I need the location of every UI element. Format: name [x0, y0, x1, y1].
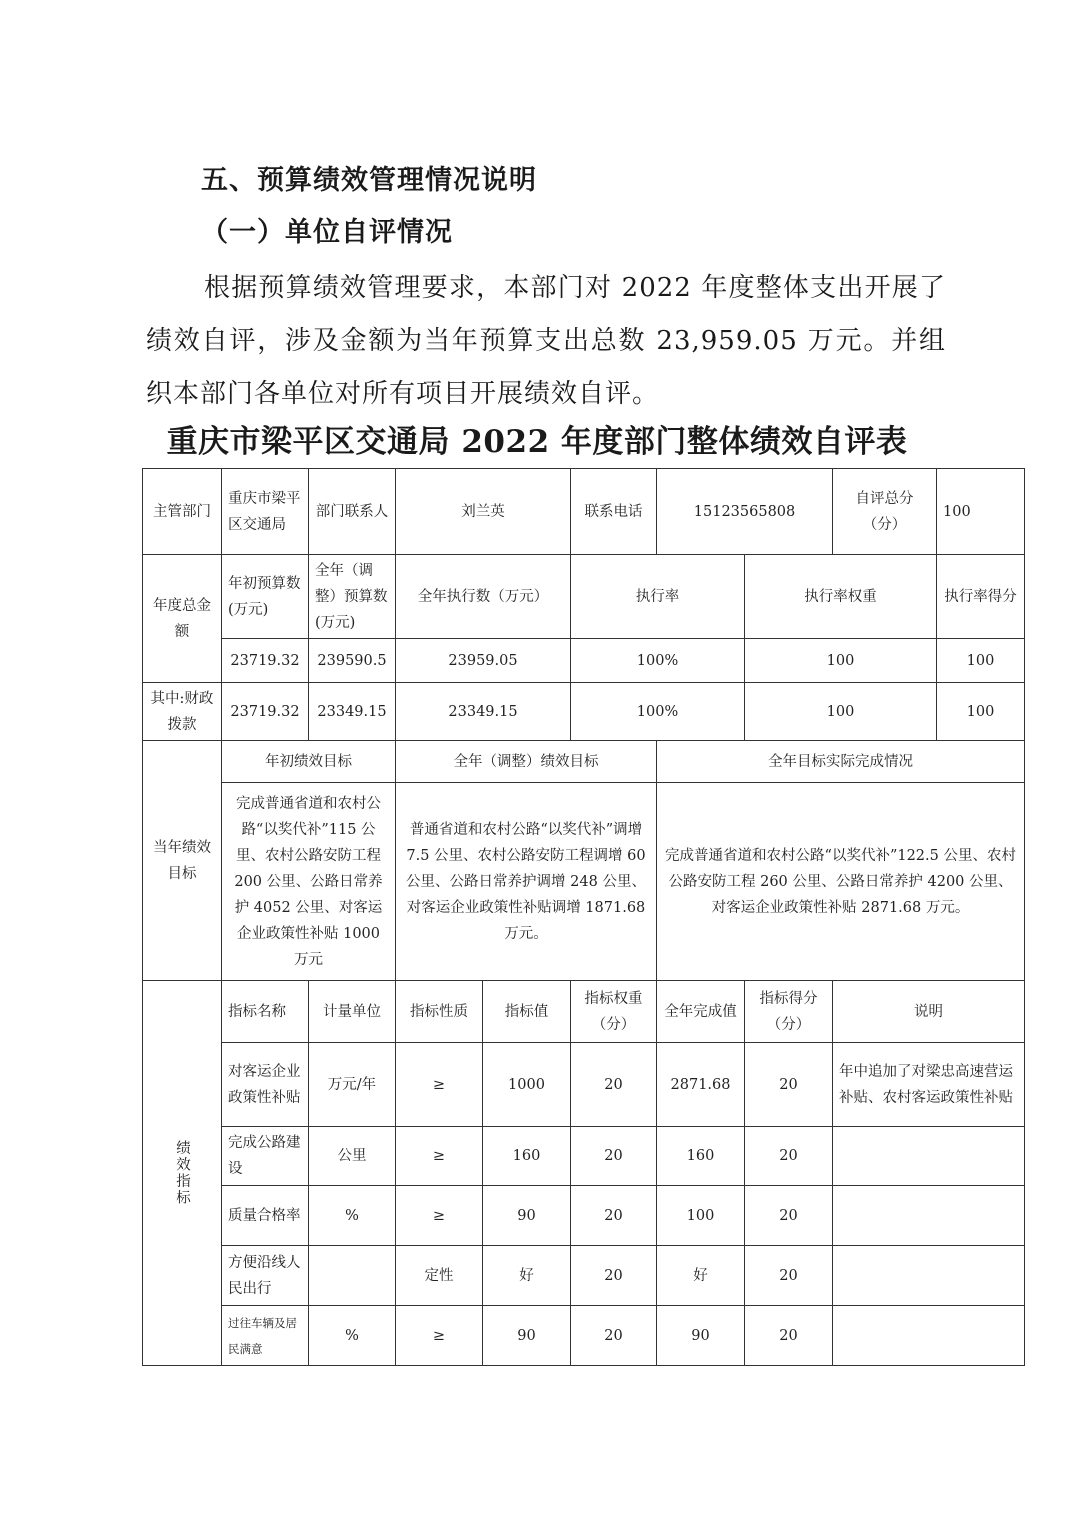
adjusted-goal-text: 普通省道和农村公路“以奖代补”调增 7.5 公里、农村公路安防工程调增 60 公里、公路日常养护调增 248 公里、对客运企业政策性补贴调增 1871.68 万元。	[396, 783, 657, 981]
ind-value: 90	[483, 1186, 571, 1246]
ind-weight: 20	[571, 1246, 657, 1306]
ind-header: 指标值	[483, 981, 571, 1043]
ind-value: 90	[483, 1306, 571, 1366]
ind-nature: ≥	[396, 1127, 483, 1186]
ind-value: 160	[483, 1127, 571, 1186]
ind-actual: 2871.68	[657, 1043, 745, 1127]
goals-row-label: 当年绩效目标	[143, 741, 222, 981]
ind-score: 20	[745, 1127, 833, 1186]
ind-weight: 20	[571, 1306, 657, 1366]
cell: 239590.5	[309, 639, 396, 683]
table-row	[143, 741, 1025, 783]
col-adjusted-budget: 全年（调整）预算数(万元)	[309, 555, 396, 639]
cell: 100%	[571, 683, 745, 741]
col-adjusted-goal: 全年（调整）绩效目标	[396, 741, 657, 783]
ind-score: 20	[745, 1186, 833, 1246]
cell: 23349.15	[396, 683, 571, 741]
table-row	[143, 1127, 1025, 1186]
cell: 23719.32	[222, 683, 309, 741]
phone-label: 联系电话	[571, 469, 657, 555]
table-row	[143, 683, 1025, 741]
ind-name: 过往车辆及居民满意	[222, 1306, 309, 1366]
ind-unit	[309, 1246, 396, 1306]
cell: 100	[937, 683, 1025, 741]
initial-goal-text: 完成普通省道和农村公路“以奖代补”115 公里、农村公路安防工程 200 公里、公路日常养护 4052 公里、对客运企业政策性补贴 1000 万元	[222, 783, 396, 981]
ind-actual: 100	[657, 1186, 745, 1246]
ind-weight: 20	[571, 1186, 657, 1246]
table-row	[143, 639, 1025, 683]
table-row	[143, 555, 1025, 639]
ind-header: 全年完成值	[657, 981, 745, 1043]
col-executed: 全年执行数（万元）	[396, 555, 571, 639]
cell: 23959.05	[396, 639, 571, 683]
contact-label: 部门联系人	[309, 469, 396, 555]
ind-name: 对客运企业政策性补贴	[222, 1043, 309, 1127]
contact-value: 刘兰英	[396, 469, 571, 555]
cell: 100	[745, 683, 937, 741]
score-value: 100	[937, 469, 1025, 555]
fiscal-label: 其中:财政拨款	[143, 683, 222, 741]
cell: 100	[937, 639, 1025, 683]
col-initial-budget: 年初预算数(万元)	[222, 555, 309, 639]
col-score: 执行率得分	[937, 555, 1025, 639]
ind-nature: ≥	[396, 1306, 483, 1366]
table-row	[143, 981, 1025, 1043]
performance-table	[142, 468, 1025, 1366]
table-row	[143, 1246, 1025, 1306]
ind-actual: 好	[657, 1246, 745, 1306]
ind-unit: %	[309, 1306, 396, 1366]
cell: 23349.15	[309, 683, 396, 741]
cell: 100%	[571, 639, 745, 683]
ind-note	[833, 1186, 1025, 1246]
ind-note	[833, 1127, 1025, 1186]
ind-unit: %	[309, 1186, 396, 1246]
table-row	[143, 1186, 1025, 1246]
dept-value: 重庆市梁平区交通局	[222, 469, 309, 555]
ind-header: 指标名称	[222, 981, 309, 1043]
phone-value: 15123565808	[657, 469, 833, 555]
indicators-row-label: 绩效指标	[143, 981, 222, 1366]
ind-nature: 定性	[396, 1246, 483, 1306]
ind-name: 完成公路建设	[222, 1127, 309, 1186]
ind-value: 1000	[483, 1043, 571, 1127]
col-actual-goal: 全年目标实际完成情况	[657, 741, 1025, 783]
ind-name: 方便沿线人民出行	[222, 1246, 309, 1306]
ind-unit: 万元/年	[309, 1043, 396, 1127]
ind-note	[833, 1246, 1025, 1306]
table-row	[143, 783, 1025, 981]
table-row	[143, 469, 1025, 555]
table-row	[143, 1043, 1025, 1127]
cell: 23719.32	[222, 639, 309, 683]
ind-nature: ≥	[396, 1186, 483, 1246]
col-weight: 执行率权重	[745, 555, 937, 639]
ind-name: 质量合格率	[222, 1186, 309, 1246]
ind-note: 年中追加了对梁忠高速营运补贴、农村客运政策性补贴	[833, 1043, 1025, 1127]
ind-score: 20	[745, 1246, 833, 1306]
table-row	[143, 1306, 1025, 1366]
budget-row-label: 年度总金额	[143, 555, 222, 683]
ind-actual: 160	[657, 1127, 745, 1186]
ind-weight: 20	[571, 1043, 657, 1127]
ind-header: 指标权重（分）	[571, 981, 657, 1043]
table-title: 重庆市梁平区交通局 2022 年度部门整体绩效自评表	[166, 424, 908, 460]
score-label: 自评总分（分）	[833, 469, 937, 555]
sub-heading: （一）单位自评情况	[201, 217, 453, 248]
ind-unit: 公里	[309, 1127, 396, 1186]
intro-paragraph: 根据预算绩效管理要求，本部门对 2022 年度整体支出开展了绩效自评，涉及金额为当年预算支出总数 23,959.05 万元。并组织本部门各单位对所有项目开展绩效自评。	[146, 273, 946, 409]
cell: 100	[745, 639, 937, 683]
ind-header: 说明	[833, 981, 1025, 1043]
section-heading: 五、预算绩效管理情况说明	[201, 165, 537, 196]
ind-nature: ≥	[396, 1043, 483, 1127]
ind-weight: 20	[571, 1127, 657, 1186]
ind-note	[833, 1306, 1025, 1366]
ind-header: 计量单位	[309, 981, 396, 1043]
ind-header: 指标得分（分）	[745, 981, 833, 1043]
ind-actual: 90	[657, 1306, 745, 1366]
ind-value: 好	[483, 1246, 571, 1306]
col-initial-goal: 年初绩效目标	[222, 741, 396, 783]
ind-header: 指标性质	[396, 981, 483, 1043]
ind-score: 20	[745, 1043, 833, 1127]
dept-label: 主管部门	[143, 469, 222, 555]
col-rate: 执行率	[571, 555, 745, 639]
ind-score: 20	[745, 1306, 833, 1366]
actual-goal-text: 完成普通省道和农村公路“以奖代补”122.5 公里、农村公路安防工程 260 公里、公路日常养护 4200 公里、对客运企业政策性补贴 2871.68 万元。	[657, 783, 1025, 981]
